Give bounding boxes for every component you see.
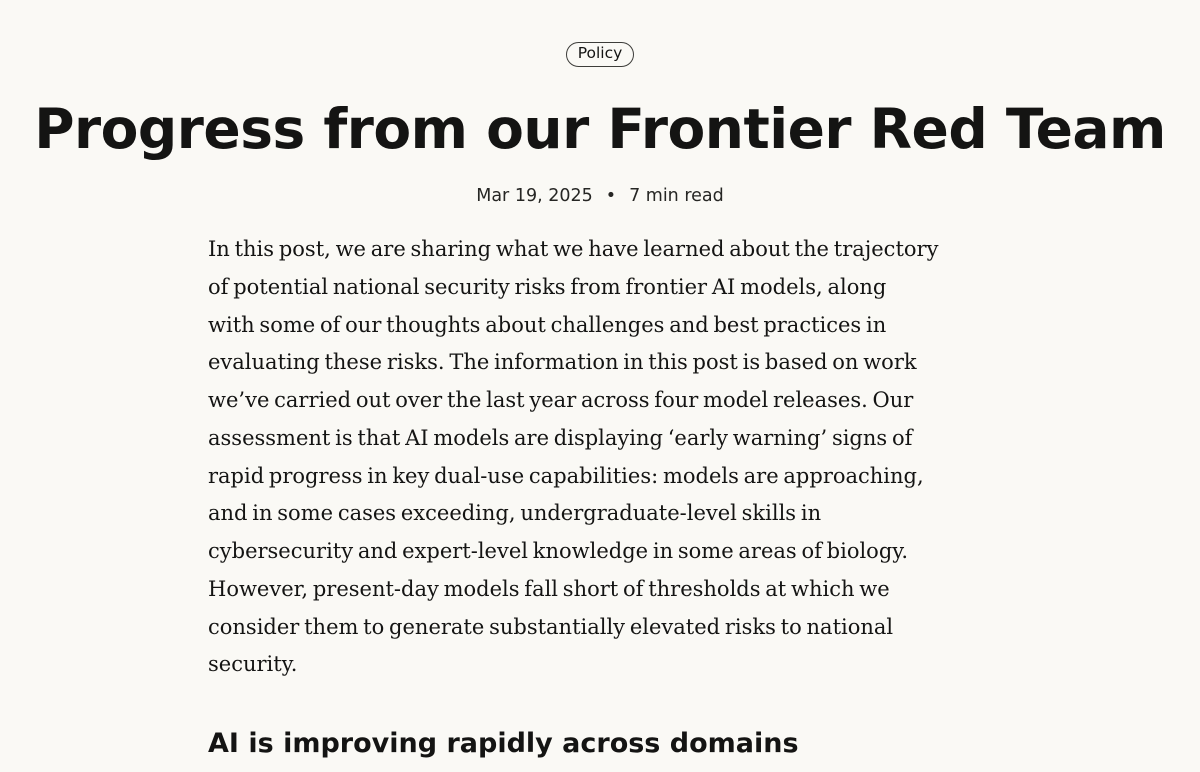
intro-line: cybersecurity and expert-level knowledge in some areas of biology. bbox=[208, 539, 909, 563]
intro-line: with some of our thoughts about challenges and best practices in bbox=[208, 312, 887, 337]
read-time: 7 min read bbox=[629, 186, 724, 206]
article-meta bbox=[0, 184, 1200, 208]
intro-line: we’ve carried out over the last year across four model releases. Our bbox=[208, 388, 914, 412]
category-tag-container bbox=[0, 42, 1200, 67]
meta-separator: • bbox=[605, 186, 617, 206]
publish-date: Mar 19, 2025 bbox=[476, 186, 593, 206]
intro-line: of potential national security risks from frontier AI models, along bbox=[208, 274, 887, 299]
intro-line: and in some cases exceeding, undergraduate-level skills in bbox=[208, 501, 822, 526]
intro-line: consider them to generate substantially elevated risks to national bbox=[208, 614, 894, 639]
intro-line: In this post, we are sharing what we have learned about the trajectory bbox=[208, 237, 939, 261]
intro-line: evaluating these risks. The information in this post is based on work bbox=[208, 350, 917, 375]
intro-line: assessment is that AI models are displaying ‘early warning’ signs of bbox=[208, 425, 913, 450]
intro-paragraph bbox=[208, 231, 998, 684]
intro-line: However, present-day models fall short of thresholds at which we bbox=[208, 576, 890, 601]
section-heading: AI is improving rapidly across domains bbox=[208, 728, 799, 759]
intro-line: rapid progress in key dual-use capabilities: models are approaching, bbox=[208, 463, 924, 488]
article-title: Progress from our Frontier Red Team bbox=[34, 97, 1166, 161]
intro-line: security. bbox=[208, 652, 298, 677]
category-tag-policy[interactable]: Policy bbox=[566, 42, 635, 67]
